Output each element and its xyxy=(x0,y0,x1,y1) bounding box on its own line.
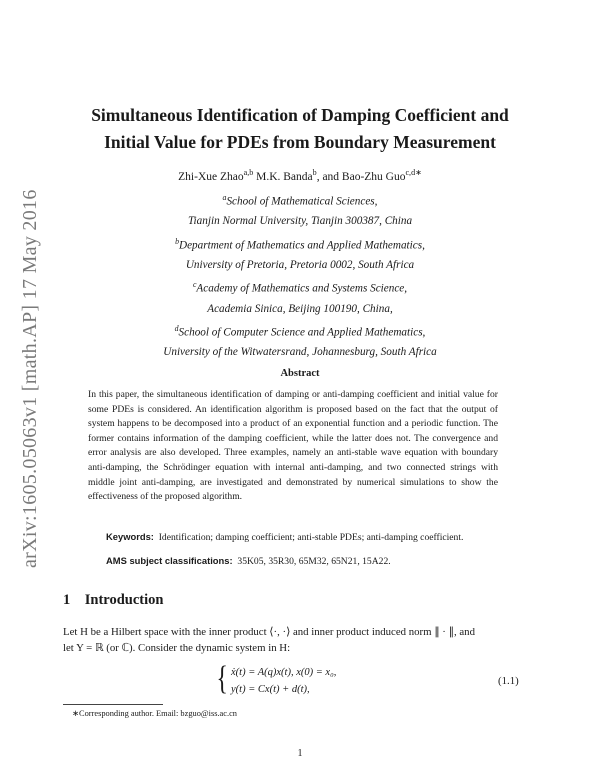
title-line-1: Simultaneous Identification of Damping Coefficient and xyxy=(91,105,509,125)
intro-line-2: let Y = ℝ (or ℂ). Consider the dynamic system in H: xyxy=(63,642,291,654)
keywords-text: Identification; damping coefficient; anti-stable PDEs; anti-damping coefficient. xyxy=(158,532,464,543)
abstract-text: In this paper, the simultaneous identification of damping or anti-damping coefficient and initial value for some PDEs is considered. An identification algorithm is proposed based on the fact that the output of system happens to be decomposed into a product of an exponential function and a periodic function. The former contains information of the damping coefficient, while the latter does not. The convergence and error analysis are also developed. Three examples, namely an anti-stable wave equation with boundary anti-damping, the Schrödinger equation with internal anti-damping, and two connected strings with middle joint anti-damping, are investigated and demonstrated by numerical simulations to show the effectiveness of the proposed algorithm. xyxy=(88,389,498,503)
equation-system xyxy=(231,664,336,698)
keywords xyxy=(106,531,506,543)
author-list xyxy=(0,168,600,183)
affiliation-a: $^a$School of Mathematical Sciences, xyxy=(222,193,378,208)
author-1-affil: a,b xyxy=(243,168,254,177)
footnote: ∗Corresponding author. Email: bzguo@iss.ac.cn xyxy=(72,709,237,718)
section-heading xyxy=(63,592,163,609)
section-title: Introduction xyxy=(84,592,164,608)
ams-label: AMS subject classifications: xyxy=(106,555,233,566)
ams-classifications xyxy=(106,555,506,567)
page-number: 1 xyxy=(297,748,303,759)
affiliation-b: $^b$Department of Mathematics and Applied Mathematics, xyxy=(175,236,425,252)
author-1: Zhi-Xue Zhao xyxy=(178,170,244,183)
intro-paragraph xyxy=(63,624,543,656)
abstract-heading: Abstract xyxy=(280,368,320,379)
author-3-affil: c,d∗ xyxy=(405,168,422,177)
intro-line-1: Let H be a Hilbert space with the inner product ⟨·, ·⟩ and inner product induced norm ∥ · ∥, and xyxy=(63,626,475,638)
paper-title xyxy=(0,102,600,156)
affiliations xyxy=(0,188,600,363)
author-3: , and Bao-Zhu Guo xyxy=(316,170,406,183)
equation-line-2: y(t) = Cx(t) + d(t), xyxy=(231,684,310,695)
author-2-affil: b xyxy=(312,168,317,177)
arxiv-identifier: arXiv:1605.05063v1 [math.AP] 17 May 2016 xyxy=(19,189,41,568)
affiliation-d: $^d$School of Computer Science and Applied Mathematics, xyxy=(174,324,426,339)
ams-text: 35K05, 35R30, 65M32, 65N21, 15A22. xyxy=(237,556,391,567)
affiliation-b-line2: University of Pretoria, Pretoria 0002, South Africa xyxy=(185,258,415,271)
affiliation-c: $^c$Academy of Mathematics and Systems Science, xyxy=(192,280,408,296)
equation-number: (1.1) xyxy=(498,675,519,687)
affiliation-c-line2: Academia Sinica, Beijing 100190, China, xyxy=(207,302,393,315)
section-number: 1 xyxy=(63,592,71,608)
footnote-rule xyxy=(63,704,163,705)
keywords-label: Keywords: xyxy=(106,531,154,542)
author-2: M.K. Banda xyxy=(253,170,313,183)
equation-line-1: ẋ(t) = A(q)x(t), x(0) = x₀, xyxy=(231,667,337,678)
affiliation-d-line2: University of the Witwatersrand, Johannesburg, South Africa xyxy=(163,346,437,359)
equation-brace: { xyxy=(216,660,228,697)
title-line-2: Initial Value for PDEs from Boundary Measurement xyxy=(104,132,496,152)
affiliation-a-line2: Tianjin Normal University, Tianjin 300387, China xyxy=(187,215,413,228)
